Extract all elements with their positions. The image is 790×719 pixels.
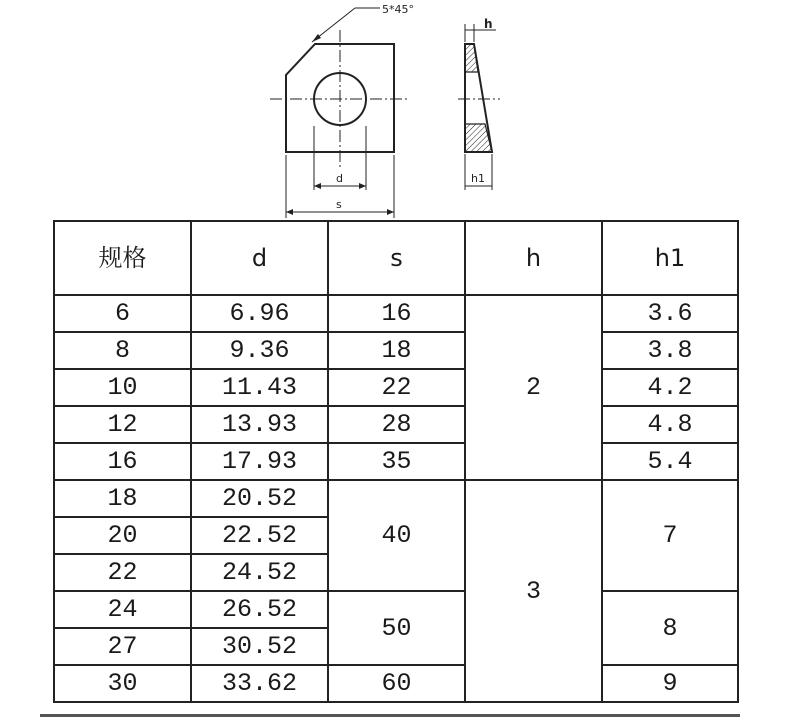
h-dimension-label: h (484, 17, 493, 31)
h1-dimension-label: h1 (471, 172, 485, 185)
d-cell: 22.52 (191, 517, 328, 554)
d-cell: 11.43 (191, 369, 328, 406)
d-dimension-label: d (336, 172, 343, 185)
s-dimension-label: s (336, 198, 342, 211)
s-cell: 18 (328, 332, 465, 369)
bottom-divider (40, 714, 740, 717)
h-cell: 3 (465, 480, 602, 702)
spec-cell: 20 (54, 517, 191, 554)
h1-cell: 9 (602, 665, 738, 702)
s-cell: 22 (328, 369, 465, 406)
d-cell: 24.52 (191, 554, 328, 591)
d-cell: 33.62 (191, 665, 328, 702)
h1-cell: 5.4 (602, 443, 738, 480)
s-cell: 16 (328, 295, 465, 332)
table-row (54, 591, 738, 628)
header-s: s (328, 221, 465, 295)
spec-cell: 6 (54, 295, 191, 332)
spec-cell: 30 (54, 665, 191, 702)
h1-cell: 4.2 (602, 369, 738, 406)
s-cell: 60 (328, 665, 465, 702)
header-d: d (191, 221, 328, 295)
d-cell: 26.52 (191, 591, 328, 628)
spec-cell: 22 (54, 554, 191, 591)
spec-table (53, 220, 739, 703)
h1-cell: 8 (602, 591, 738, 665)
chamfer-label: 5*45° (382, 3, 414, 16)
h1-cell: 3.6 (602, 295, 738, 332)
d-cell: 20.52 (191, 480, 328, 517)
spec-cell: 12 (54, 406, 191, 443)
table-row (54, 443, 738, 480)
d-cell: 13.93 (191, 406, 328, 443)
spec-cell: 27 (54, 628, 191, 665)
d-cell: 6.96 (191, 295, 328, 332)
d-cell: 17.93 (191, 443, 328, 480)
table-row (54, 332, 738, 369)
technical-drawing (0, 0, 790, 220)
table-header-row (54, 221, 738, 295)
h-cell: 2 (465, 295, 602, 480)
h1-cell: 3.8 (602, 332, 738, 369)
table-row (54, 480, 738, 517)
spec-cell: 16 (54, 443, 191, 480)
spec-cell: 8 (54, 332, 191, 369)
spec-cell: 24 (54, 591, 191, 628)
spec-cell: 18 (54, 480, 191, 517)
side-view (458, 24, 500, 190)
table-row (54, 295, 738, 332)
table-row (54, 665, 738, 702)
h1-cell: 4.8 (602, 406, 738, 443)
s-cell: 35 (328, 443, 465, 480)
s-cell: 40 (328, 480, 465, 591)
header-h: h (465, 221, 602, 295)
spec-cell: 10 (54, 369, 191, 406)
header-spec: 规格 (54, 221, 191, 295)
header-h1: h1 (602, 221, 738, 295)
front-view (270, 8, 410, 218)
table-row (54, 406, 738, 443)
s-cell: 28 (328, 406, 465, 443)
s-cell: 50 (328, 591, 465, 665)
d-cell: 9.36 (191, 332, 328, 369)
table-row (54, 369, 738, 406)
d-cell: 30.52 (191, 628, 328, 665)
h1-cell: 7 (602, 480, 738, 591)
